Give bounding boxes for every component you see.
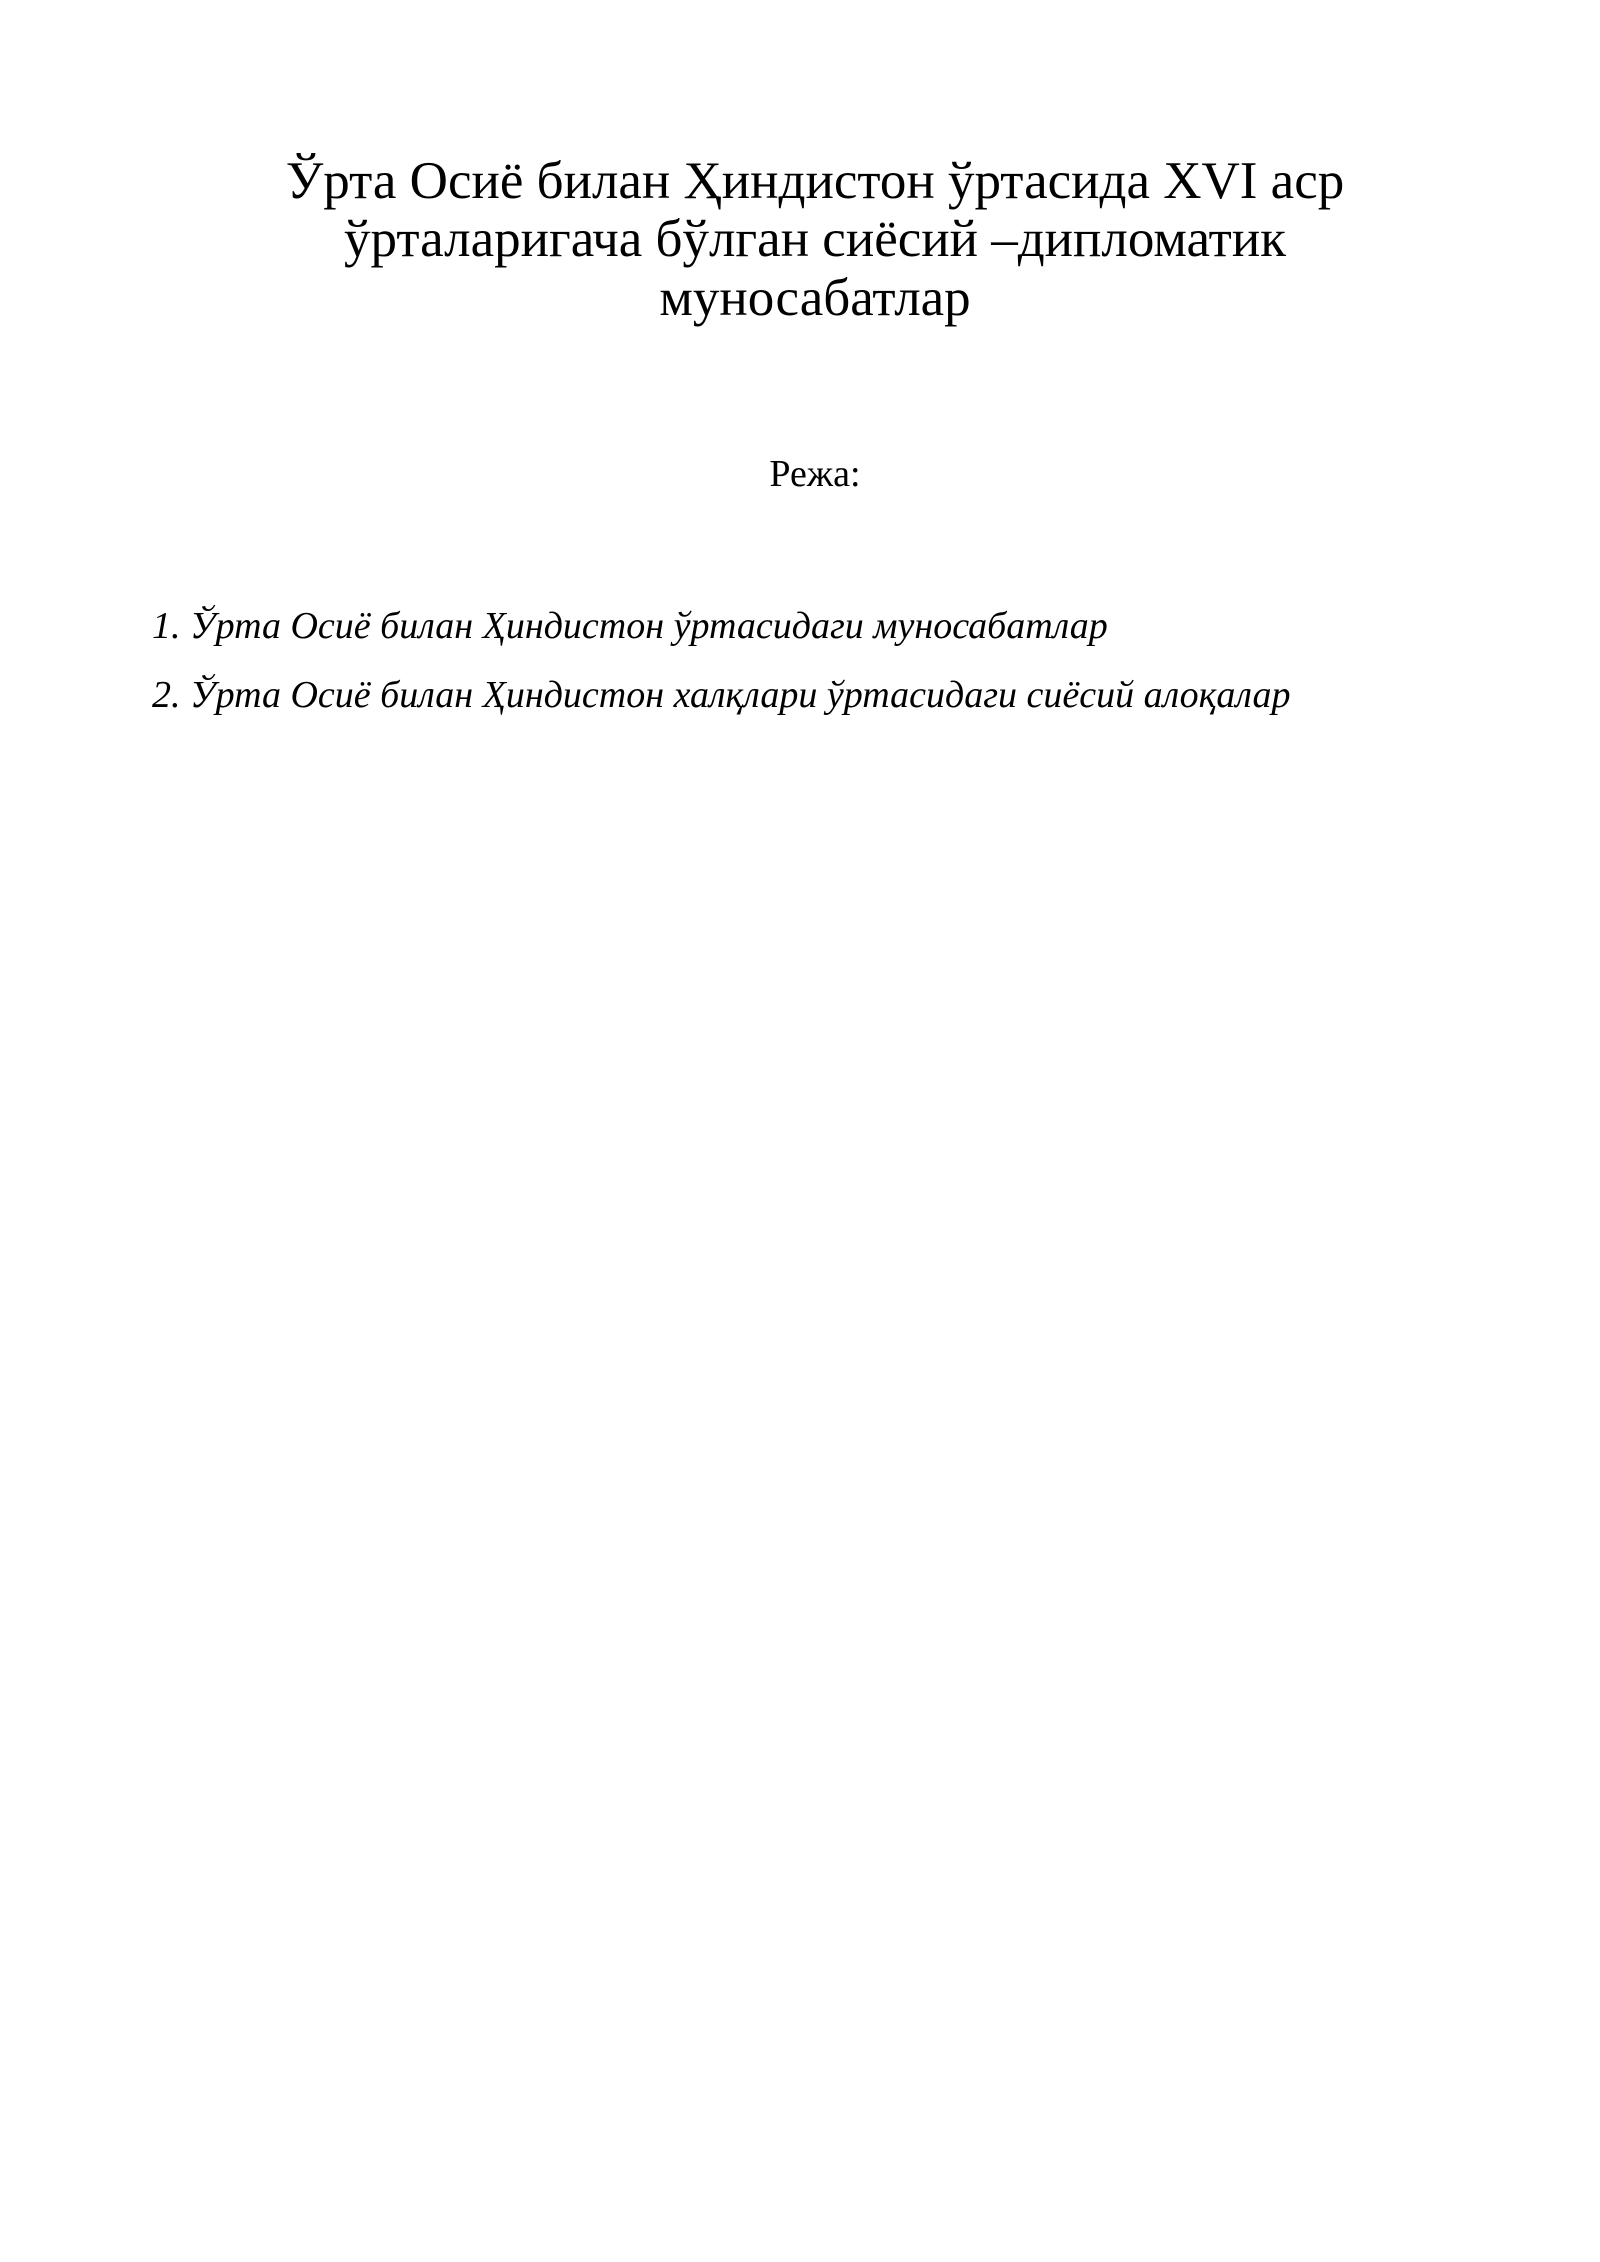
plan-heading: Режа: bbox=[769, 453, 861, 495]
plan-item-number: 1. bbox=[152, 605, 181, 647]
title-line: Ўрта Осиё билан Ҳиндистон ўртасида XVI аср bbox=[285, 152, 1345, 210]
plan-item-text: Ўрта Осиё билан Ҳиндистон ўртасидаги муносабатлар bbox=[190, 605, 1108, 647]
plan-item bbox=[152, 600, 1290, 669]
plan-list bbox=[152, 600, 1290, 738]
plan-item bbox=[152, 669, 1290, 738]
title-line: муносабатлар bbox=[659, 268, 971, 327]
plan-item-number: 2. bbox=[152, 674, 181, 716]
title-line: ўрталаригача бўлган сиёсий –дипломатик bbox=[344, 210, 1286, 269]
document-title bbox=[200, 152, 1430, 327]
plan-item-text: Ўрта Осиё билан Ҳиндистон халқлари ўртасидаги сиёсий алоқалар bbox=[190, 674, 1291, 716]
